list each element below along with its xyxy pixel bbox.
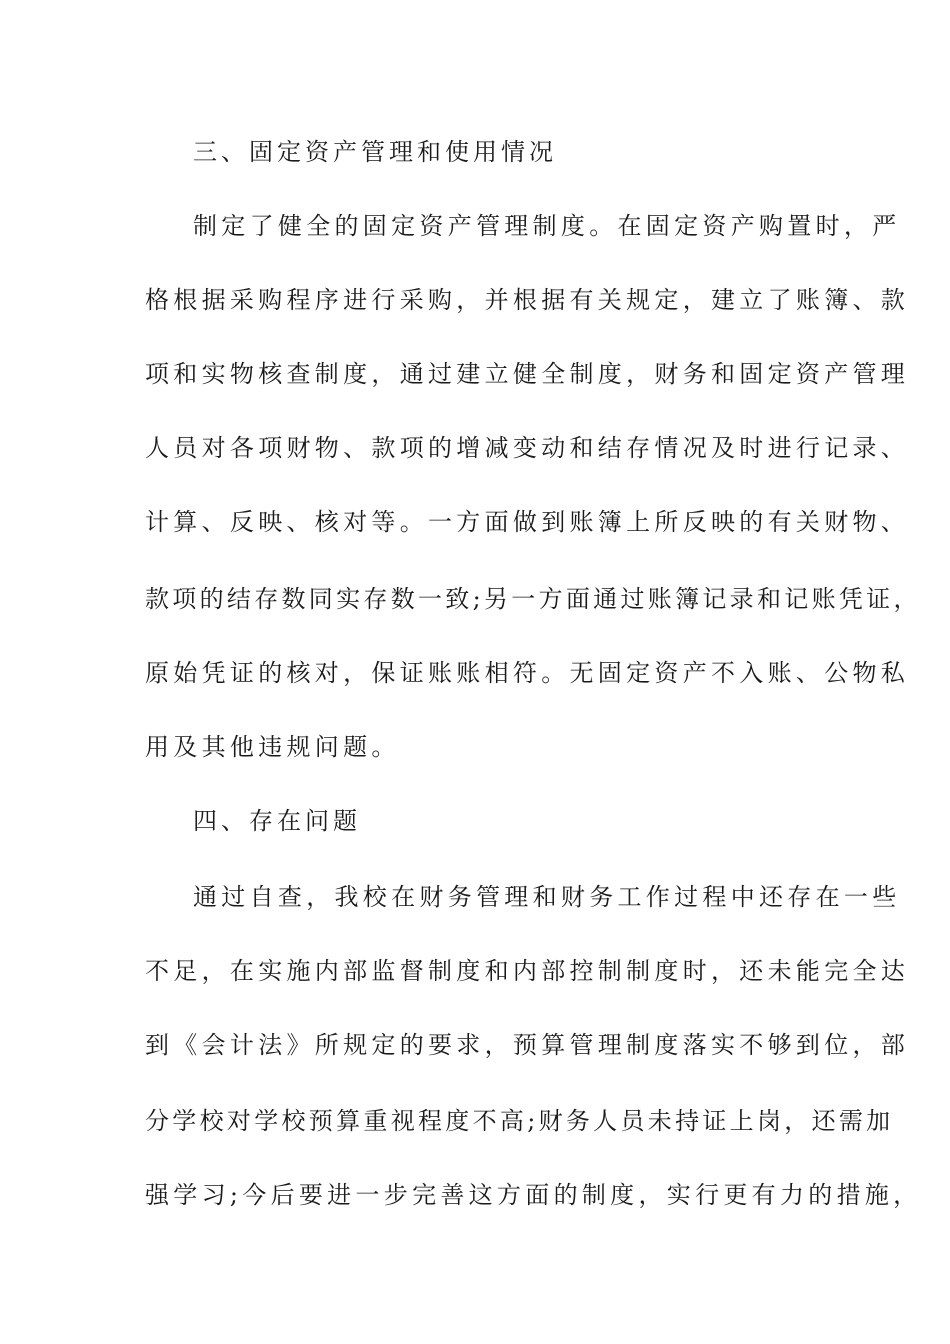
paragraph-line: 人员对各项财物、款项的增减变动和结存情况及时进行记录、 — [145, 434, 910, 462]
section-heading-problems: 四、存在问题 — [193, 807, 361, 835]
paragraph-line: 强学习;今后要进一步完善这方面的制度，实行更有力的措施， — [145, 1181, 922, 1209]
paragraph-line: 项和实物核查制度，通过建立健全制度，财务和固定资产管理 — [145, 360, 910, 388]
paragraph-line: 通过自查，我校在财务管理和财务工作过程中还存在一些 — [193, 883, 901, 911]
paragraph-line: 分学校对学校预算重视程度不高;财务人员未持证上岗，还需加 — [145, 1107, 894, 1135]
paragraph-line: 到《会计法》所规定的要求，预算管理制度落实不够到位，部 — [145, 1031, 910, 1059]
paragraph-line: 格根据采购程序进行采购，并根据有关规定，建立了账簿、款 — [145, 286, 910, 314]
paragraph-line: 款项的结存数同实存数一致;另一方面通过账簿记录和记账凭证， — [145, 585, 921, 613]
paragraph-line: 原始凭证的核对，保证账账相符。无固定资产不入账、公物私 — [145, 659, 910, 687]
paragraph-line: 用及其他违规问题。 — [145, 733, 400, 761]
paragraph-line: 计算、反映、核对等。一方面做到账簿上所反映的有关财物、 — [145, 508, 910, 536]
section-heading-fixed-assets: 三、固定资产管理和使用情况 — [193, 138, 557, 166]
paragraph-line: 制定了健全的固定资产管理制度。在固定资产购置时，严 — [193, 212, 901, 240]
paragraph-line: 不足，在实施内部监督制度和内部控制制度时，还未能完全达 — [145, 957, 910, 985]
